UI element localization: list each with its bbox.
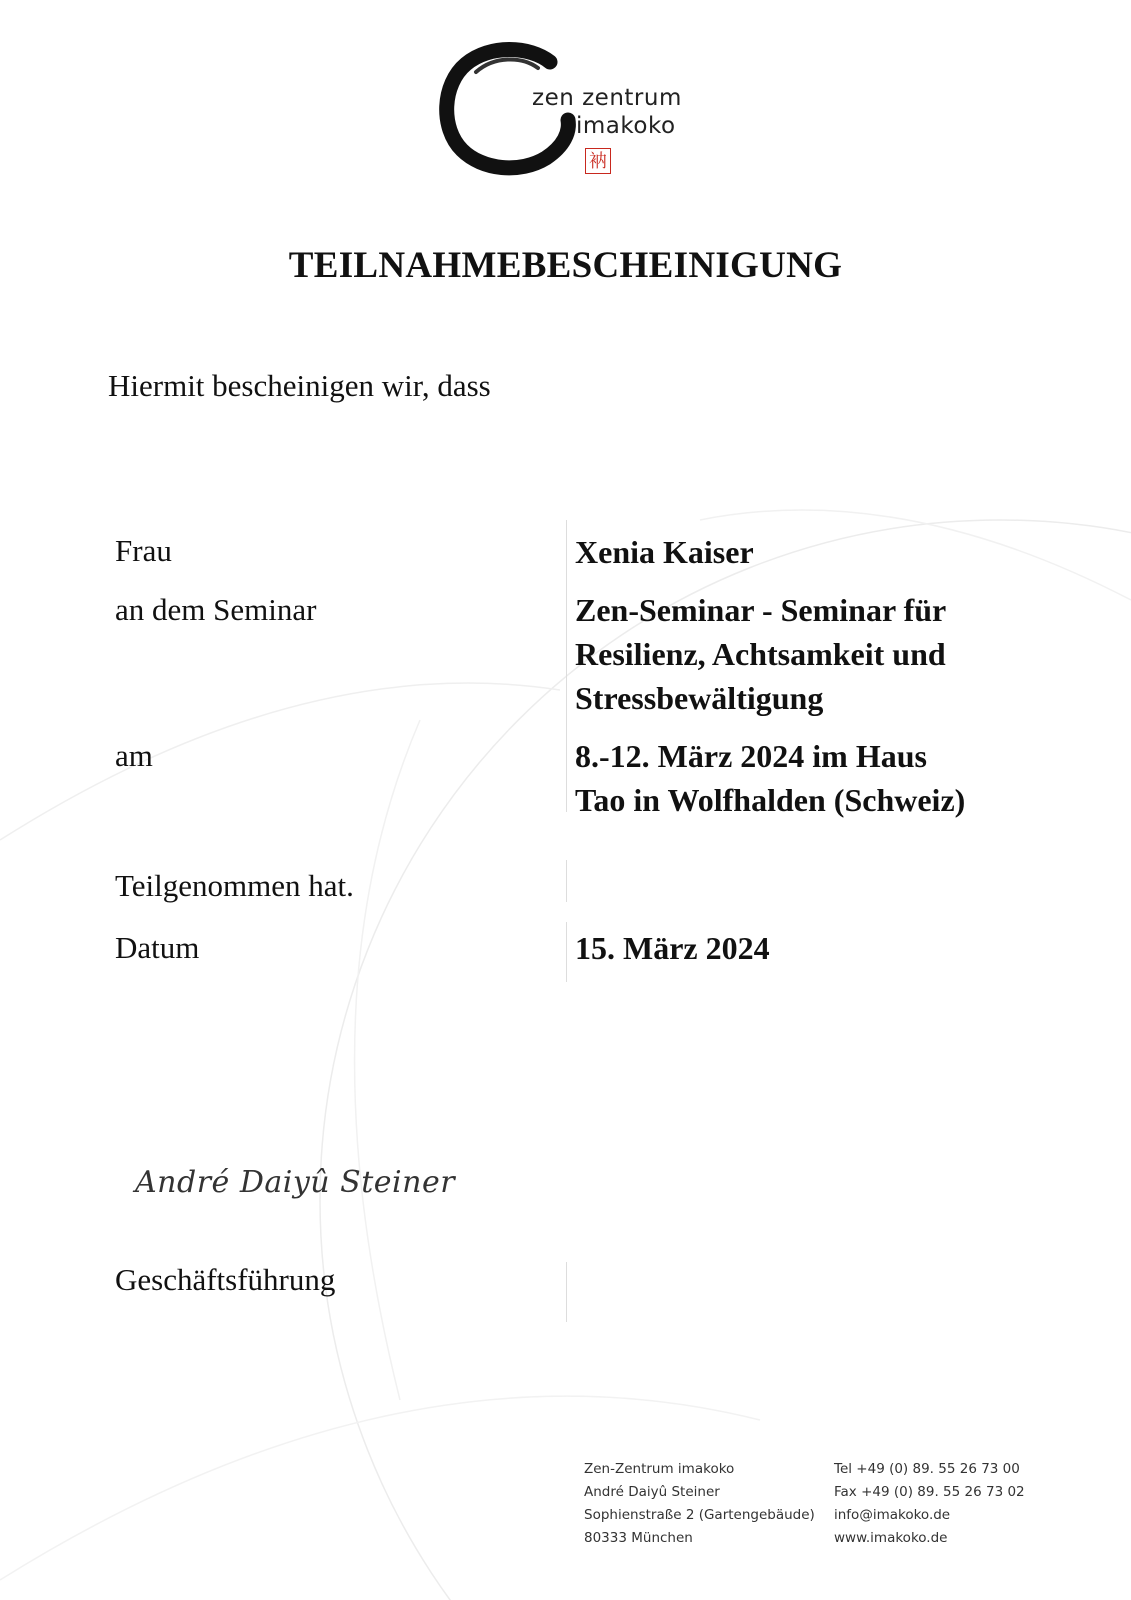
column-divider <box>566 922 567 982</box>
datum-label: Datum <box>115 930 200 965</box>
seminar-title-line1: Zen-Seminar - Seminar für <box>575 592 947 628</box>
column-divider <box>566 860 567 902</box>
participated-label: Teilgenommen hat. <box>115 868 354 903</box>
date-place-label: am <box>115 738 153 773</box>
seminar-label: an dem Seminar <box>115 592 317 627</box>
seminar-title-line2: Resilienz, Achtsamkeit und <box>575 636 946 672</box>
footer-address <box>584 1458 815 1550</box>
footer-address-line: Zen-Zentrum imakoko <box>584 1461 735 1477</box>
footer-contact <box>834 1458 1025 1550</box>
red-seal-stamp: 衲 <box>585 148 611 174</box>
column-divider <box>566 520 567 812</box>
logo <box>438 40 708 190</box>
logo-text-line1: zen zentrum <box>532 85 682 111</box>
date-place-value <box>575 734 1045 822</box>
handwritten-signature: André Daiyû Steiner <box>135 1165 456 1200</box>
signature-role: Geschäftsführung <box>115 1262 336 1297</box>
date-place-line1: 8.-12. März 2024 im Haus <box>575 738 927 774</box>
footer-address-line: André Daiyû Steiner <box>584 1484 720 1500</box>
datum-value: 15. März 2024 <box>575 930 770 966</box>
footer-website-link[interactable]: www.imakoko.de <box>834 1530 948 1546</box>
participant-name: Xenia Kaiser <box>575 534 754 570</box>
logo-text-line2: imakoko <box>576 113 676 139</box>
footer-fax: Fax +49 (0) 89. 55 26 73 02 <box>834 1484 1025 1500</box>
intro-text: Hiermit bescheinigen wir, dass <box>108 368 491 403</box>
date-place-line2: Tao in Wolfhalden (Schweiz) <box>575 782 966 818</box>
document-title: TEILNAHMEBESCHEINIGUNG <box>288 245 843 286</box>
seminar-title <box>575 588 1045 720</box>
seminar-title-line3: Stressbewältigung <box>575 680 824 716</box>
column-divider <box>566 1262 567 1322</box>
footer-phone: Tel +49 (0) 89. 55 26 73 00 <box>834 1461 1020 1477</box>
salutation-label: Frau <box>115 533 172 568</box>
footer-email-link[interactable]: info@imakoko.de <box>834 1507 951 1523</box>
footer-address-line: Sophienstraße 2 (Gartengebäude) <box>584 1507 815 1523</box>
footer-address-line: 80333 München <box>584 1530 693 1546</box>
